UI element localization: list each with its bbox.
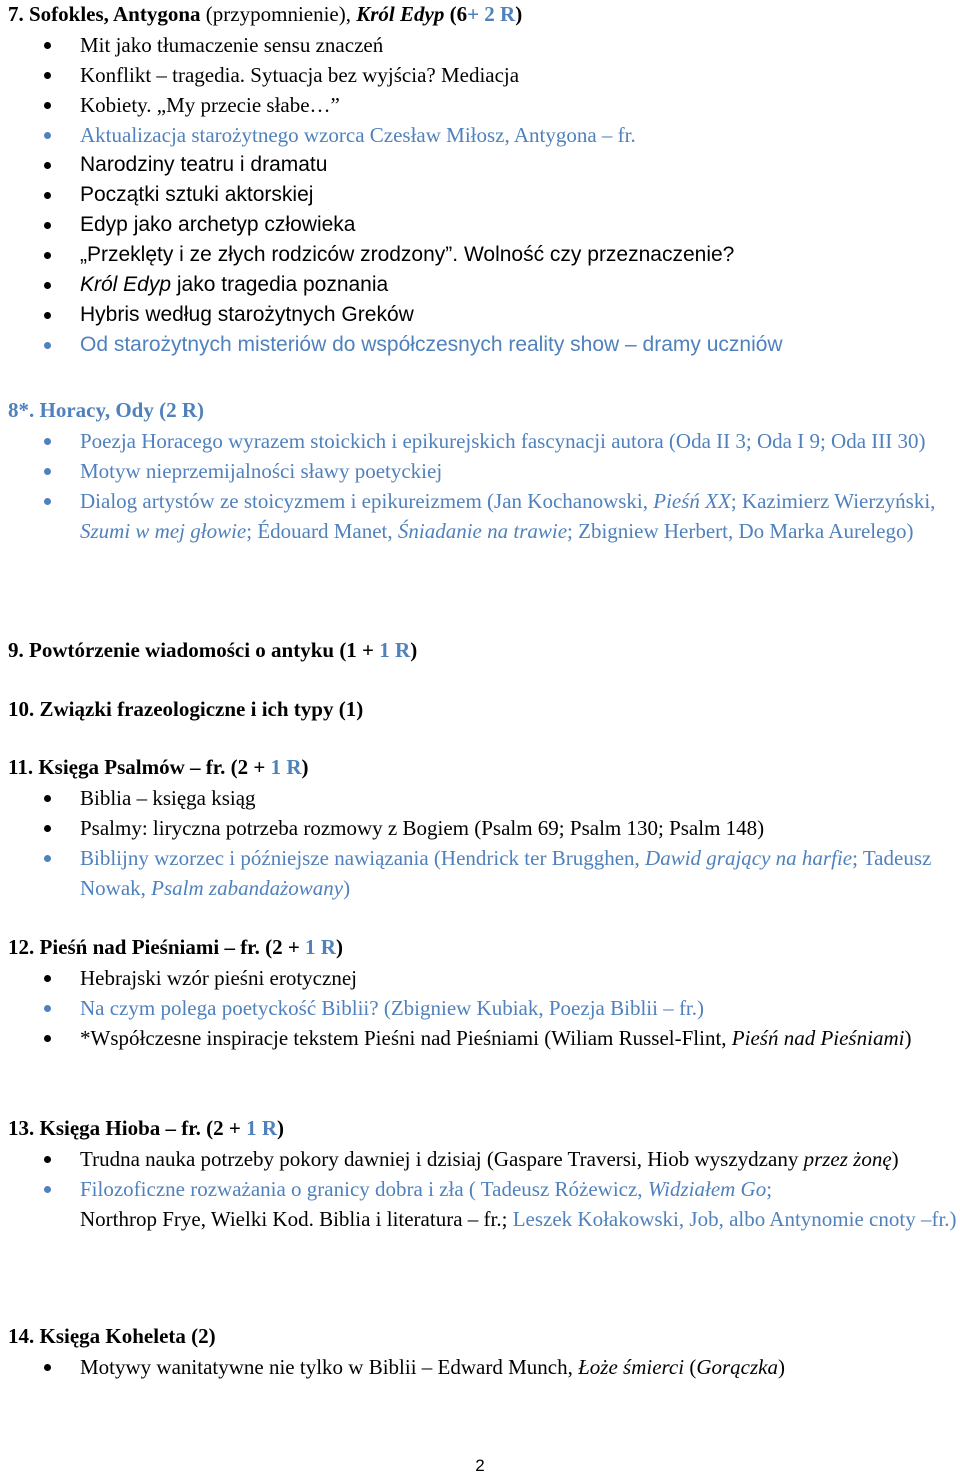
hours-extended: + 2 R xyxy=(467,2,516,26)
bullet-icon xyxy=(44,855,51,862)
section-12-list xyxy=(8,963,958,1053)
list-item: Biblijny wzorzec i późniejsze nawiązania (Hendrick ter Brugghen, Dawid grający na harfie; Tadeusz Nowak, Psalm zabandażowany) xyxy=(8,843,958,903)
bullet-icon xyxy=(44,1156,51,1163)
bullet-icon xyxy=(44,498,51,505)
section-10-heading: 10. Związki frazeologiczne i ich typy (1) xyxy=(8,697,364,721)
list-item: Poezja Horacego wyrazem stoickich i epikurejskich fascynacji autora (Oda II 3; Oda I 9; Oda III 30) xyxy=(8,426,958,456)
section-8 xyxy=(8,398,958,546)
section-10 xyxy=(8,697,958,721)
section-13 xyxy=(8,1116,958,1234)
section-7-heading xyxy=(8,2,958,26)
list-item: Narodziny teatru i dramatu xyxy=(8,150,958,180)
bullet-icon xyxy=(44,192,51,199)
section-9-heading: 9. Powtórzenie wiadomości o antyku (1 + 1 R) xyxy=(8,638,418,662)
bullet-icon xyxy=(44,795,51,802)
list-item: Początki sztuki aktorskiej xyxy=(8,180,958,210)
list-item: Na czym polega poetyckość Biblii? (Zbigniew Kubiak, Poezja Biblii – fr.) xyxy=(8,993,958,1023)
bullet-icon xyxy=(44,1035,51,1042)
list-item: Trudna nauka potrzeby pokory dawniej i dzisiaj (Gaspare Traversi, Hiob wyszydzany przez żonę) xyxy=(8,1144,958,1174)
section-note: (przypomnienie), xyxy=(205,2,351,26)
list-item: Kobiety. „My przecie słabe…” xyxy=(8,90,958,120)
section-work-title: Król Edyp xyxy=(356,2,445,26)
section-11 xyxy=(8,755,958,903)
section-14-list xyxy=(8,1352,958,1382)
bullet-icon xyxy=(44,468,51,475)
bullet-icon xyxy=(44,1005,51,1012)
bullet-icon xyxy=(44,282,51,289)
section-8-heading: 8*. Horacy, Ody (2 R) xyxy=(8,398,204,422)
section-12 xyxy=(8,935,958,1053)
list-item: Hybris według starożytnych Greków xyxy=(8,300,958,330)
section-14 xyxy=(8,1324,958,1382)
section-7-list xyxy=(8,30,958,360)
list-item: Filozoficzne rozważania o granicy dobra i zła ( Tadeusz Różewicz, Widziałem Go; Northrop Frye, Wielki Kod. Biblia i literatura – fr.; Leszek Kołakowski, Job, albo Antynomie cnoty –fr.) xyxy=(8,1174,958,1234)
bullet-icon xyxy=(44,132,51,139)
hours-count: (6 xyxy=(449,2,468,26)
section-number: 7. xyxy=(8,2,24,26)
list-item: Edyp jako archetyp człowieka xyxy=(8,210,958,240)
list-item: Od starożytnych misteriów do współczesnych reality show – dramy uczniów xyxy=(8,330,958,360)
bullet-icon xyxy=(44,1364,51,1371)
section-11-heading: 11. Księga Psalmów – fr. (2 + 1 R) xyxy=(8,755,309,779)
section-14-heading: 14. Księga Koheleta (2) xyxy=(8,1324,216,1348)
bullet-icon xyxy=(44,252,51,259)
bullet-icon xyxy=(44,825,51,832)
section-7 xyxy=(8,2,958,360)
list-item: Konflikt – tragedia. Sytuacja bez wyjścia? Mediacja xyxy=(8,60,958,90)
list-item: Król Edyp jako tragedia poznania xyxy=(8,270,958,300)
list-item: Biblia – księga ksiąg xyxy=(8,783,958,813)
bullet-icon xyxy=(44,312,51,319)
list-item: Psalmy: liryczna potrzeba rozmowy z Bogiem (Psalm 69; Psalm 130; Psalm 148) xyxy=(8,813,958,843)
list-item: „Przeklęty i ze złych rodziców zrodzony”. Wolność czy przeznaczenie? xyxy=(8,240,958,270)
bullet-icon xyxy=(44,438,51,445)
section-13-list xyxy=(8,1144,958,1234)
bullet-icon xyxy=(44,72,51,79)
bullet-icon xyxy=(44,162,51,169)
section-11-list xyxy=(8,783,958,903)
list-item: Motywy wanitatywne nie tylko w Biblii – Edward Munch, Łoże śmierci (Gorączka) xyxy=(8,1352,958,1382)
bullet-icon xyxy=(44,42,51,49)
bullet-icon xyxy=(44,1186,51,1193)
page-number: 2 xyxy=(475,1456,485,1475)
list-item: *Współczesne inspiracje tekstem Pieśni nad Pieśniami (Wiliam Russel-Flint, Pieśń nad Pieśniami) xyxy=(8,1023,958,1053)
list-item: Hebrajski wzór pieśni erotycznej xyxy=(8,963,958,993)
section-12-heading: 12. Pieśń nad Pieśniami – fr. (2 + 1 R) xyxy=(8,935,343,959)
section-title: Sofokles, Antygona xyxy=(29,2,201,26)
section-9 xyxy=(8,638,958,662)
section-8-list xyxy=(8,426,958,546)
section-13-heading: 13. Księga Hioba – fr. (2 + 1 R) xyxy=(8,1116,285,1140)
bullet-icon xyxy=(44,342,51,349)
list-item: Mit jako tłumaczenie sensu znaczeń xyxy=(8,30,958,60)
list-item: Aktualizacja starożytnego wzorca Czesław Miłosz, Antygona – fr. xyxy=(8,120,958,150)
list-item: Motyw nieprzemijalności sławy poetyckiej xyxy=(8,456,958,486)
bullet-icon xyxy=(44,222,51,229)
bullet-icon xyxy=(44,975,51,982)
bullet-icon xyxy=(44,102,51,109)
list-item: Dialog artystów ze stoicyzmem i epikureizmem (Jan Kochanowski, Pieśń XX; Kazimierz Wierzyński, Szumi w mej głowie; Édouard Manet, Śniadanie na trawie; Zbigniew Herbert, Do Marka Aurelego) xyxy=(8,486,958,546)
hours-close: ) xyxy=(515,2,523,26)
